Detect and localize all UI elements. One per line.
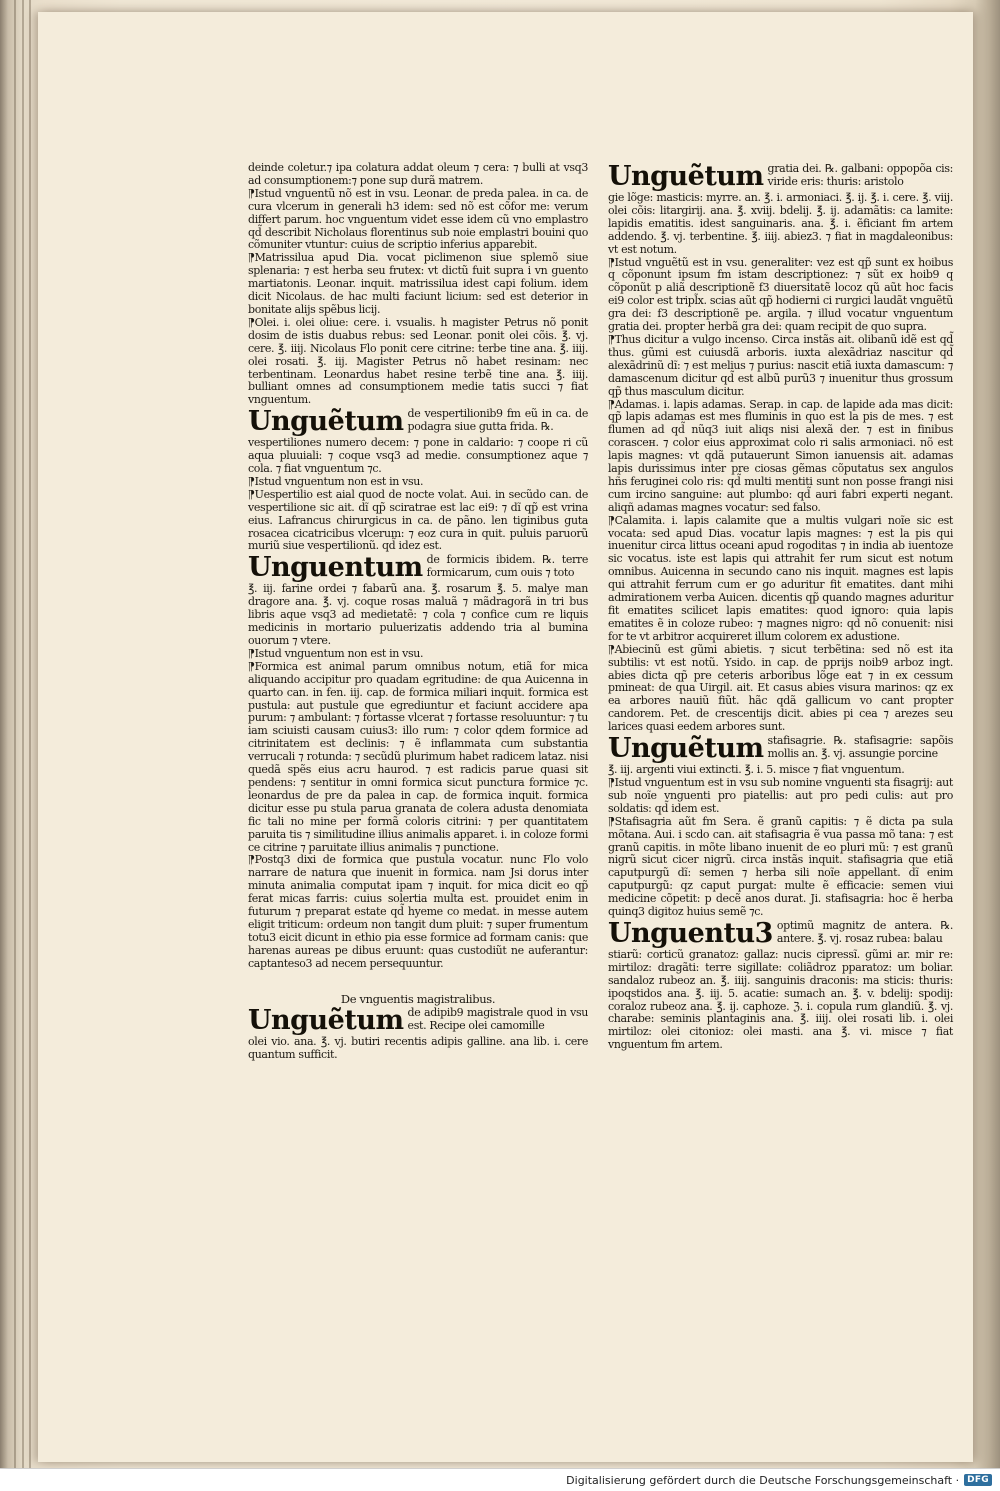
paragraph: ⁋Istud vnguentum est in vsu sub nomine vnguenti sta fisagrij: aut sub noĩe vnguenti pro piatellis: aut pro pedi culis: aut pro soldatis: qd̃ idem est.: [608, 775, 953, 815]
recipe-title: Unguẽtum: [248, 1005, 404, 1037]
paragraph: ⁋Matrissilua apud Dia. vocat piclimenon siue splemõ siue splenaria: ⁊ est herba seu frutex: vt dictũ fuit supra i vn guento martiatonis. Leonar. inquit. matrissilua idest capi folium. idem dicit Nicolaus. de hac multi faciunt licium: sed est deterior in bonitate alijs spẽbus licij.: [248, 251, 588, 316]
book-page: [38, 12, 973, 1462]
recipe-lead: de adipib9 magistrale quod in vsu est. Recipe olei camomille: [407, 1006, 588, 1033]
dfg-logo: DFG: [964, 1474, 992, 1486]
recipe-body: olei vio. ana. ℥. vj. butiri recentis adipis galline. ana lib. i. cere quantum sufficit.: [248, 1035, 588, 1062]
right-column: [608, 162, 953, 1052]
recipe-heading: [608, 917, 953, 949]
recipe-block: [248, 408, 588, 476]
recipe-lead: de formicis ibidem. ℞. terre formicarum, cum ouis ⁊ toto: [426, 553, 588, 580]
paragraph: ⁋Uespertilio est aial quod de nocte volat. Aui. in secũdo can. de vespertilione sic ait. dĩ qp̃ sciratrae est lac ei9: ⁊ dĩ qp̃ est vrina eius. Lafrancus chirurgicus in ca. de pãno. len tiginibus guta rosacea cicatricibus vlcerum: ⁊ eoz cura in quit. puluis paruorũ muriũ siue vespertilionũ. qd̃ idez est.: [248, 487, 588, 553]
recipe-title: Unguentu3: [608, 917, 773, 949]
footer-text: Digitalisierung gefördert durch die Deutsche Forschungsgemeinschaft ·: [566, 1473, 960, 1487]
recipe-block: [608, 917, 953, 1052]
recipe-block: [608, 163, 953, 257]
recipe-block: [248, 554, 588, 648]
recipe-heading: [608, 735, 953, 763]
recipe-title: Unguẽtum: [608, 733, 764, 765]
recipe-lead: stafisagrie. ℞. stafisagrie: sapõis mollis an. ℥. vj. assungie porcine: [767, 734, 953, 760]
recipe-block: [608, 735, 953, 777]
recipe-body: ℥. iij. farine ordei ⁊ fabarũ ana. ℥. rosarum ℥. 5. malye man dragore ana. ℥. vj. coque rosas maluã ⁊ mãdragorã in tri bus libris aque vsq3 ad medietatẽ: ⁊ cola ⁊ confice cum re liquis medicinis in mortario puluerizatis addendo tria al bumina ouorum ⁊ vtere.: [248, 582, 588, 647]
recipe-title: Unguẽtum: [608, 161, 764, 192]
recipe-lead: de vespertilionib9 fm eũ in ca. de podagra siue gutta frida. ℞.: [407, 407, 588, 434]
recipe-lead: gratia dei. ℞. galbani: oppopõa cis: viride eris: thuris: aristolo: [767, 162, 953, 188]
paragraph: ⁋Thus dicitur a vulgo incenso. Circa instãs ait. olibanũ idẽ est qd̃ thus. gũmi est cuiusdã arboris. iuxta alexãdriaz nascitur qd̃ alexãdrinũ dĩ: ⁊ est melius ⁊ purius: nascit etiã iuxta damascum: ⁊ damascenum dicitur qd̃ est albũ purũ3 ⁊ inuenitur thus grossum qp̃ thus masculum dicitur.: [608, 332, 953, 398]
recipe-lead: optimũ magnitz de antera. ℞. antere. ℥. vj. rosaz rubea: balau: [776, 918, 953, 945]
page-edge: [22, 0, 24, 1468]
page-edge: [14, 0, 16, 1468]
paragraph: ⁋Calamita. i. lapis calamite que a multis vulgari noĩe sic est vocata: sed apud Dias. vocatur lapis magnes: ⁊ est la pis qui inuenitur circa littus oceani apud rogoditas ⁊ in india ab iuentoze sic vocatus. iste est lapis qui attrahit fer rum sicut est notum omnibus. Auicenna in secundo cano nis inquit. magnes est lapis qui attrahit ferrum cum er go aduritur fit ematites. dant mihi admirationem verba Auicen. dicentis qp̃ quando magnes aduritur fit ematites scilicet lapis ematites: quod ignoro: quia lapis ematites ẽ in coloze rubeo: ⁊ magnes nigro: qd̃ nõ conuenit: nisi for te vt arbitror acquireret illum colorem ex adustione.: [608, 513, 953, 643]
paragraph: ⁋Adamas. i. lapis adamas. Serap. in cap. de lapide ada mas dicit: qp̃ lapis adamas est mes fluminis in quo est la pis de mes. ⁊ est flumen ad qd̃ nũq3 iuit aliqs nisi alexã der. ⁊ est in finibus corasceн. ⁊ color eius approximat colo ri salis armoniaci. nõ est lapis magnes: vt qdã putauerunt Simon ianuensis ait. adamas lapis durissimus inter pre ciosas gẽmas cõputatus sex angulos hñs feruginei colo ris: qd̃ multi mentiti sunt non posse frangi nisi cum ircino sanguine: aut plumbo: qd̃ auri fabri experti negant. aliqñ adamas magnes vocatur: sed falso.: [608, 397, 953, 514]
page-edge: [29, 0, 31, 1468]
recipe-body: vespertiliones numero decem: ⁊ pone in caldario: ⁊ coope ri cũ aqua pluuiali: ⁊ coque vsq3 ad medie. consumptionez aque ⁊ cola. ⁊ fiat vnguentum ⁊c.: [248, 436, 588, 476]
recipe-heading: [248, 554, 588, 582]
recipe-heading: [608, 163, 953, 191]
recipe-title: Unguentum: [248, 552, 423, 584]
footer-bar: [0, 1468, 1000, 1491]
recipe-body: ℥. iij. argenti viui extincti. ℥. i. 5. misce ⁊ fiat vnguentum.: [608, 763, 905, 777]
recipe-heading: [248, 1007, 588, 1035]
left-column: [248, 162, 588, 1062]
recipe-title: Unguẽtum: [248, 406, 404, 438]
paragraph: ⁋Istud vnguẽtũ est in vsu. generaliter: vez est qp̃ sunt ex hoibus q cõponunt ipsum fm istam descriptionez: ⁊ sũt ex hoib9 q cõponũt p aliã descriptionẽ f3 diuersitatẽ locoz qũ aũt hoc facis ei9 color est tripl̃x. scias aũt qp̃ hodierni ci rurgici laudãt vnguẽtũ gra dei: f3 descriptionẽ pe. argila. ⁊ illud vocatur vnguentum gratia dei. propter herbã gra dei: quam recipit de quo supra.: [608, 255, 953, 334]
recipe-heading: [248, 408, 588, 436]
paragraph: ⁋Stafisagria aũt fm Sera. ẽ granũ capitis: ⁊ ẽ dicta pa sula mõtana. Aui. i scdo can. ait stafisagria ẽ vua passa mõ tana: ⁊ est granũ capitis. in mõte libano inuenit de eo pluri mũ: ⁊ est granũ nigrũ sicut cicer nigrũ. circa instãs inquit. stafisagria que etiã caputpurgũ dĩ: semen ⁊ herba sili noĩe appellant. dĩ enim caputpurgũ: qz caput purgat: multe ẽ efficacie: semen viui medicine cõpetit: p decẽ anos durat. Ji. stafisagria: hoc ẽ herba quinq3 digitoz huius semẽ ⁊c.: [608, 814, 953, 919]
paragraph: ⁋Istud vnguentum non est in vsu.: [248, 646, 424, 660]
paragraph: ⁋Abiecinũ est gũmi abietis. ⁊ sicut terbẽtina: sed nõ est ita subtilis: vt est notũ. Ysido. in cap. de pprijs noib9 arboz ingt. abies dicta qp̃ pre ceteris arboribus lõge eat ⁊ in ex cessum pmineat: de qua Uirgil. ait. Et casus abies visura marinos: qz ex ea arbores nauiũ fiũt. hãc qdã gallicum vo cant propter candorem. Pet. de crescentijs dicit. abies pi cea ⁊ arezes seu larices quasi eedem arbores sunt.: [608, 642, 953, 734]
section-subheading: De vnguentis magistralibus.: [340, 991, 496, 1006]
recipe-body: stiarũ: corticũ granatoz: gallaz: nucis cipressĩ. gũmi ar. mir re: mirtiloz: dragãti: terre sigillate: coliãdroz pparatoz: um boliar. sandaloz rubeoz an. ℥. iiij. sanguinis draconis: ma sticis: thuris: ipoqstidos ana. ℥. iij. 5. acatie: sumach an. ℥. v. bdelij: spodij: coraloz rubeoz ana. ℥. ij. caphoze. ℨ. i. copula rum glandiũ. ℥. vj. charabe: seminis plantaginis ana. ℥. iiij. olei rosati lib. i. olei mirtiloz: olei citonioz: olei masti. ana ℥. vi. misce ⁊ fiat vnguentum fm artem.: [608, 947, 953, 1052]
paragraph: ⁋Istud vnguentũ nõ est in vsu. Leonar. de preda palea. in ca. de cura vlcerum in generali h3 idem: sed nõ est cõfor me: verum differt parum. hoc vnguentum videt esse idem cũ vno emplastro qd̃ describit Nicholaus florentinus sub noie emplastri bouini quo cõmuniter vtuntur: cuius de scriptio inferius apparebit.: [248, 186, 588, 252]
paragraph: ⁋Istud vnguentum non est in vsu.: [248, 474, 424, 488]
paragraph: ⁋Formica est animal parum omnibus notum, etiã for mica aliquando accipitur pro quadam egritudine: de qua Auicenna in quarto can. in fen. iij. cap. de formica miliari inquit. formica est pustula: aut pustule que egrediuntur et faciunt accidere apa purum: ⁊ ambulant: ⁊ fortasse vlcerat ⁊ fortasse resoluuntur: ⁊ tu iam sciuisti causam cuius3: illo rum: ⁊ color qdem formice ad citrinitatem est declinis: ⁊ ẽ inflammata cum substantia verrucali ⁊ rotunda: ⁊ secũdũ plurimum habet radicem lataz. nisi quedã spẽs eius acru haurod. ⁊ est radicis parue quasi sit pendens: ⁊ sentitur in omni formica sicut punctura formice ⁊c. leonardus de pre da palea in cap. de formica inquit. formica dicitur esse pu stula parua granata de colera adusta denomiata fic tali no mine per formã coloris citrini: ⁊ per quantitatem paruita tis ⁊ similitudine illius animalis apparet. i. in coloze formi ce citrine ⁊ paruitate illius animalis ⁊ punctione.: [248, 659, 588, 854]
paragraph: deinde coletur.⁊ ipa colatura addat oleum ⁊ cera: ⁊ bulli at vsq3 ad consumptionem:⁊ pone sup durã matrem.: [248, 161, 588, 187]
recipe-body: gie lõge: masticis: myrre. an. ℥. i. armoniaci. ℥. ij. ℥. i. cere. ℥. viij. olei cõis: litargirij. ana. ℥. xviij. bdelij. ℥. ij. adamãtis: ca lamite: lapidis ematitis. idest sanguinaris. ana. ℥. i. ẽficiant fm artem addendo. ℥. vj. terbentine. ℥. iiij. abiez3. ⁊ fiat in magdaleonibus: vt est notum.: [608, 191, 953, 256]
paragraph: ⁋Olei. i. olei oliue: cere. i. vsualis. h magister Petrus nõ ponit dosim de istis duabus rebus: sed Leonar. ponit olei cõis. ℥. vj. cere. ℥. iiij. Nicolaus Flo ponit cere citrine: terbe tine ana. ℥. iiij. olei rosati. ℥. iij. Magister Petrus nõ habet resinam: nec terbentinam. Leonardus habet resine terbẽ tine ana. ℥. iiij. bulliant omnes ad consumptionem medie tatis succi ⁊ fiat vnguentum.: [248, 315, 588, 407]
recipe-block: [248, 1007, 588, 1062]
paragraph: ⁋Postq3 dixi de formica que pustula vocatur. nunc Flo volo narrare de natura que inuenit in formica. nam Jsi dorus inter minuta animalia computat ipam ⁊ inquit. for mica dicit eo qp̃ ferat micas farris: cuius solertia multa est. prouidet enim in futurum ⁊ preparat estate qd̃ hyeme co medat. in messe autem eligit triticum: ordeum non tangit dum pluit: ⁊ super frumentum totu3 eicit dicunt in ethio pia esse formice ad formam canis: que harenas aureas pe dibus eruunt: quas custodiũt ne auferantur: captanteso3 ad necem persequuntur.: [248, 853, 588, 970]
